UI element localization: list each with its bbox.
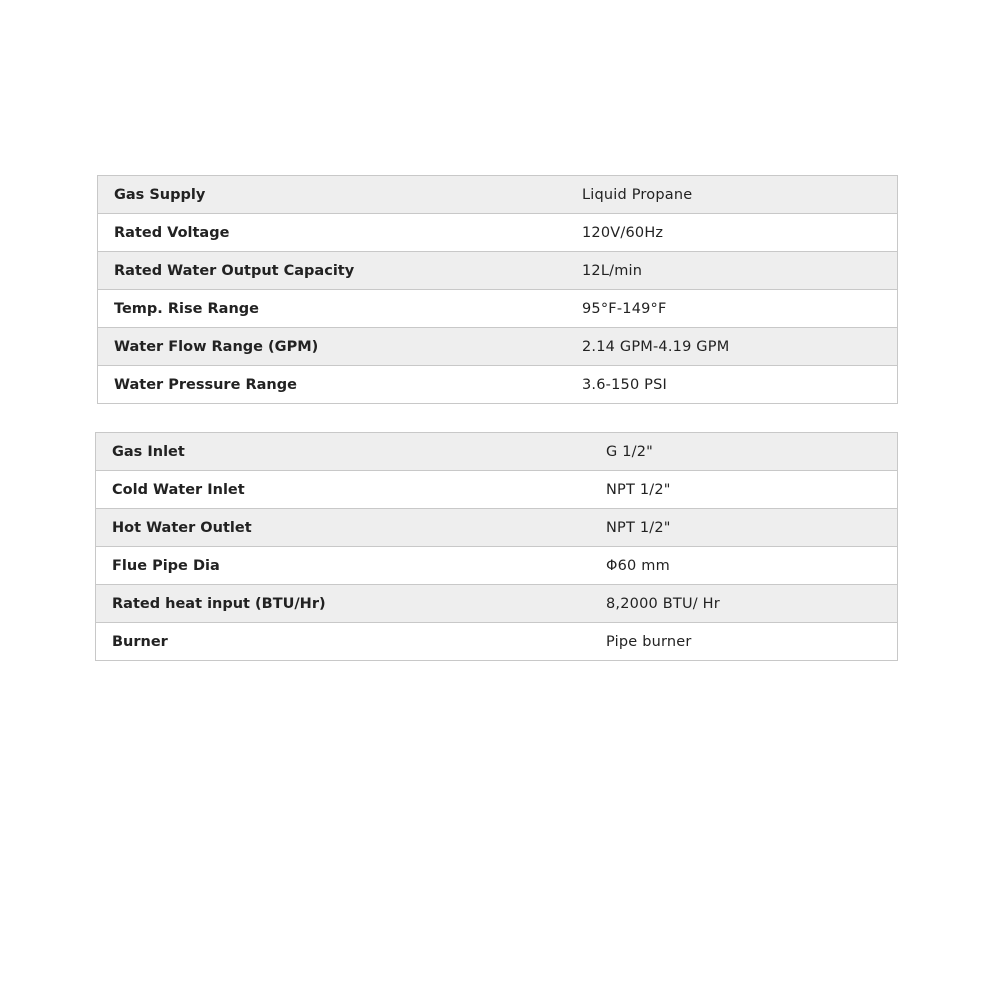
row-label: Gas Inlet [112, 443, 185, 460]
table-row [98, 214, 898, 252]
table-row [98, 252, 898, 290]
table-row [96, 585, 898, 623]
row-value: 12L/min [582, 262, 643, 279]
row-label: Temp. Rise Range [114, 300, 259, 317]
table-row [98, 176, 898, 214]
table-row [96, 433, 898, 471]
row-label: Rated Water Output Capacity [114, 262, 355, 279]
row-value: NPT 1/2" [606, 481, 671, 498]
row-value: Φ60 mm [606, 557, 670, 574]
row-value: 120V/60Hz [582, 224, 664, 241]
table-row [96, 623, 898, 661]
row-value: 8,2000 BTU/ Hr [606, 595, 720, 612]
table-row [98, 366, 898, 404]
row-label: Rated heat input (BTU/Hr) [112, 595, 326, 612]
row-label: Rated Voltage [114, 224, 230, 241]
row-value: 3.6-150 PSI [582, 376, 668, 393]
table-row [96, 471, 898, 509]
table-row [98, 290, 898, 328]
row-label: Cold Water Inlet [112, 481, 245, 498]
row-label: Water Flow Range (GPM) [114, 338, 319, 355]
spec-table-connections [95, 432, 898, 661]
row-label: Burner [112, 633, 168, 650]
row-value: Pipe burner [606, 633, 692, 650]
row-label: Gas Supply [114, 186, 206, 203]
table-row [96, 509, 898, 547]
table-row [98, 328, 898, 366]
row-value: Liquid Propane [582, 186, 693, 203]
table-row [96, 547, 898, 585]
row-label: Water Pressure Range [114, 376, 297, 393]
row-value: 2.14 GPM-4.19 GPM [582, 338, 730, 355]
row-value: NPT 1/2" [606, 519, 671, 536]
row-value: G 1/2" [606, 443, 654, 460]
row-value: 95°F-149°F [582, 300, 667, 317]
spec-table-general [97, 175, 898, 404]
row-label: Hot Water Outlet [112, 519, 252, 536]
row-label: Flue Pipe Dia [112, 557, 220, 574]
